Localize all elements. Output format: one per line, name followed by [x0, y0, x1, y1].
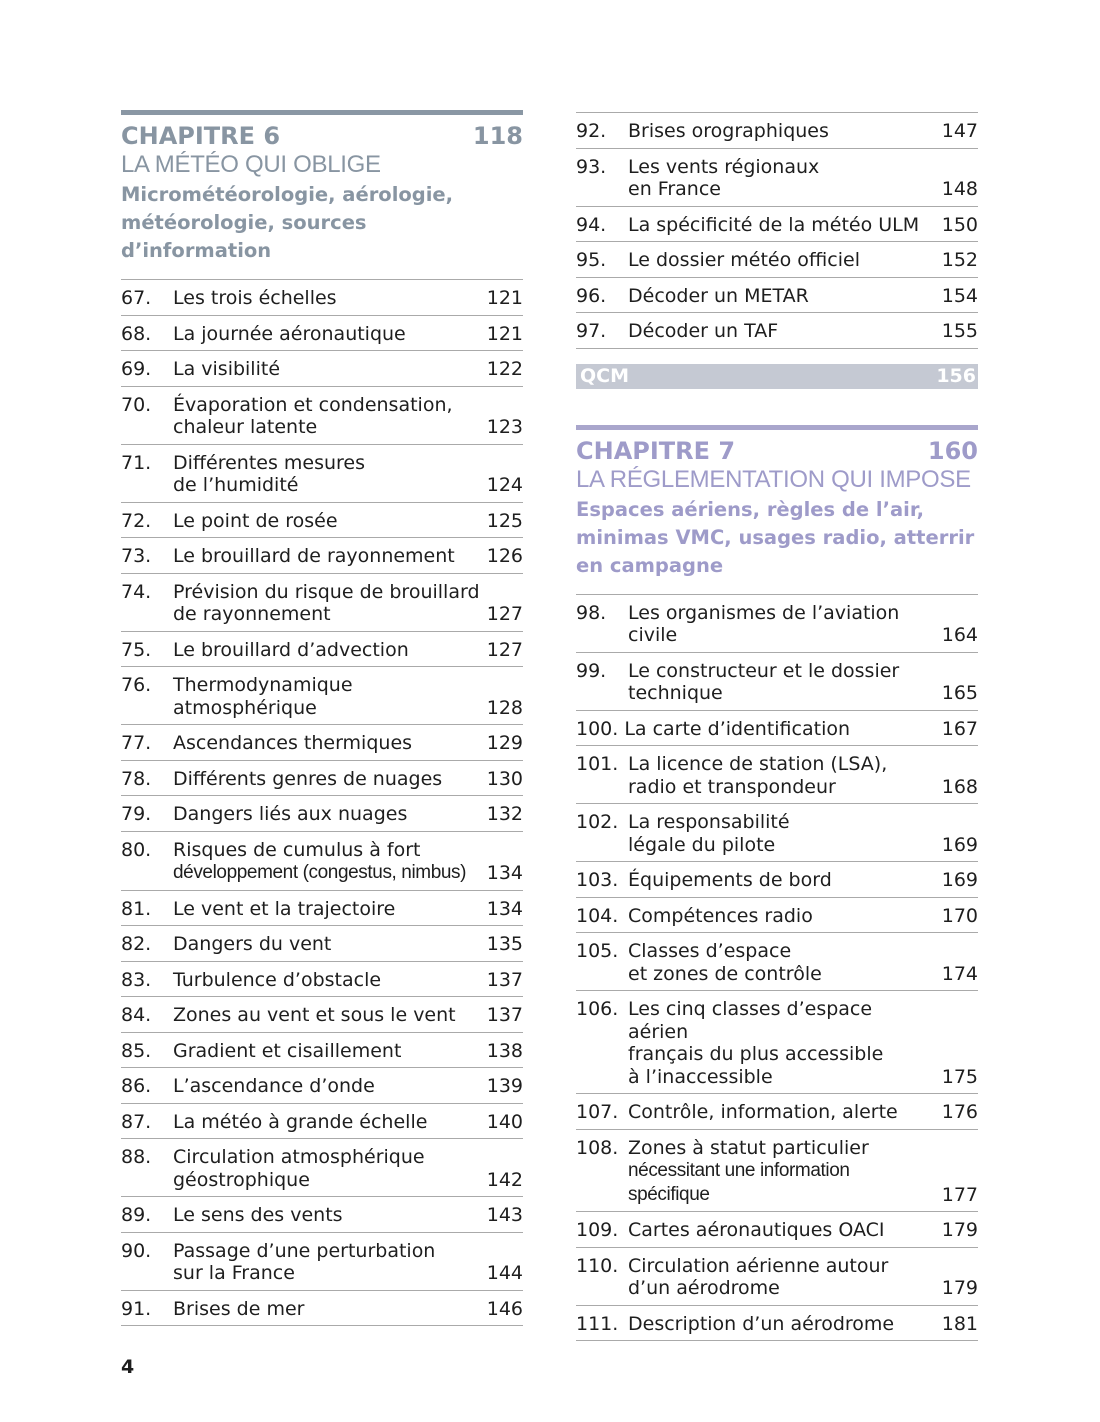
toc-entry[interactable]: [121, 1233, 523, 1291]
entry-title-text: Différents genres de nuages: [173, 767, 443, 790]
entry-page: 138: [486, 1039, 523, 1062]
entry-number: 98.: [576, 601, 607, 624]
entry-page: 128: [486, 696, 523, 719]
entry-title-text: La licence de station (LSA), radio et transpondeur: [628, 753, 888, 798]
toc-entry[interactable]: [121, 445, 523, 503]
toc-entry[interactable]: [121, 574, 523, 632]
entry-page: 181: [941, 1312, 978, 1335]
entry-title: [173, 510, 481, 533]
chapter-subtitle: Espaces aériens, règles de l’air, minimas VMC, usages radio, atterrir en campagne: [576, 497, 975, 577]
entry-page: 170: [941, 904, 978, 927]
entry-page: 148: [941, 178, 978, 200]
entry-title-text: Dangers liés aux nuages: [173, 803, 408, 825]
entry-page: 164: [941, 624, 978, 646]
toc-entry[interactable]: [576, 278, 978, 314]
entry-title-text: Zones à statut particulier: [628, 1136, 869, 1159]
entry-page: 134: [486, 897, 523, 920]
entry-number: 110.: [576, 1254, 619, 1277]
toc-entry[interactable]: [121, 1197, 523, 1233]
toc-entry[interactable]: [121, 538, 523, 574]
entry-page: 130: [486, 767, 523, 790]
toc-entry[interactable]: [121, 1291, 523, 1327]
entry-number: 99.: [576, 659, 607, 682]
entry-number: 77.: [121, 732, 152, 754]
entry-number: 106.: [576, 998, 619, 1020]
toc-entry[interactable]: [121, 1033, 523, 1069]
entry-title-text: Le brouillard d’advection: [173, 638, 409, 661]
entry-number: 111.: [576, 1312, 619, 1335]
entry-title: [628, 998, 936, 1088]
entry-title-text: Thermodynamique atmosphérique: [173, 674, 353, 719]
toc-entry[interactable]: [576, 862, 978, 898]
toc-entry[interactable]: [121, 796, 523, 832]
entry-number: 109.: [576, 1219, 619, 1241]
entry-title-text: Turbulence d’obstacle: [173, 968, 382, 991]
entry-number: 86.: [121, 1075, 152, 1097]
entry-title-text: Dangers du vent: [173, 933, 332, 955]
entry-title-text: La journée aéronautique: [173, 322, 406, 345]
entry-title: [173, 639, 481, 662]
chapter-page: 160: [927, 436, 978, 465]
entry-title: [173, 1298, 481, 1321]
chapter-label: CHAPITRE 7: [576, 436, 736, 465]
entry-page: 132: [486, 803, 523, 825]
entry-page: 135: [486, 933, 523, 955]
entry-title-text: Ascendances thermiques: [173, 732, 413, 754]
entry-title: [173, 1146, 481, 1191]
entry-number: 87.: [121, 1110, 152, 1133]
entry-title-text: Contrôle, information, alerte: [628, 1101, 898, 1123]
entry-number: 67.: [121, 287, 152, 309]
entry-title-text: Classes d’espace et zones de contrôle: [628, 940, 822, 985]
entry-title: [628, 1137, 936, 1207]
entry-page: 165: [941, 682, 978, 704]
toc-entry[interactable]: [576, 898, 978, 934]
toc-entry[interactable]: [576, 1248, 978, 1306]
entry-title: [173, 803, 481, 826]
entry-title-text: Circulation atmosphérique géostrophique: [173, 1146, 425, 1191]
entry-title-text: La spécificité de la météo ULM: [628, 213, 920, 236]
entry-number: 94.: [576, 213, 607, 236]
entry-number: 108.: [576, 1136, 619, 1159]
entry-number: 95.: [576, 249, 607, 271]
entry-page: 129: [486, 732, 523, 754]
entry-page: 139: [486, 1075, 523, 1097]
qcm-label: QCM: [580, 365, 630, 387]
entry-page: 167: [941, 717, 978, 740]
toc-entry[interactable]: [121, 926, 523, 962]
entry-number: 72.: [121, 509, 152, 532]
entry-title: [628, 320, 936, 343]
entry-page: 150: [941, 213, 978, 236]
toc-entries: [576, 112, 978, 349]
toc-entries: [576, 594, 978, 1342]
entry-title: [628, 249, 936, 272]
entry-title-text: Cartes aéronautiques OACI: [628, 1219, 885, 1241]
entry-title-text: Évaporation et condensation, chaleur latente: [173, 393, 453, 438]
entry-title: [173, 1040, 481, 1063]
toc-entry[interactable]: [121, 725, 523, 761]
entry-title-text: Le brouillard de rayonnement: [173, 545, 455, 567]
chapter-subtitle: Micrométéorologie, aérologie, météorologie, sources d’information: [121, 183, 454, 262]
entry-page: 122: [486, 358, 523, 380]
entry-title: [628, 602, 936, 647]
entry-title-text: Les cinq classes d’espace aérien français du plus accessible à l’inaccessible: [628, 998, 884, 1088]
entry-page: 146: [486, 1297, 523, 1320]
entry-title-text: Les organismes de l’aviation civile: [628, 601, 900, 646]
entry-page: 126: [486, 545, 523, 567]
entry-title: [628, 811, 936, 856]
entry-title: [173, 287, 481, 310]
entry-page: 137: [486, 968, 523, 991]
entry-title-text: Différentes mesures de l’humidité: [173, 451, 366, 496]
toc-entry[interactable]: [121, 997, 523, 1033]
toc-entry[interactable]: [576, 653, 978, 711]
qcm-bar[interactable]: [576, 364, 978, 389]
toc-entry[interactable]: [121, 351, 523, 387]
entry-page: 137: [486, 1004, 523, 1026]
entry-number: 88.: [121, 1146, 152, 1168]
entry-title-continuation: nécessitant une information spécifique: [628, 1160, 850, 1205]
entry-title: [628, 1219, 936, 1242]
toc-entry[interactable]: [576, 1094, 978, 1130]
entry-title-continuation: développement (congestus, nimbus): [173, 862, 467, 883]
entry-title-text: Le dossier météo officiel: [628, 249, 860, 271]
entry-number: 90.: [121, 1239, 152, 1262]
entry-title-text: La responsabilité légale du pilote: [628, 811, 790, 856]
chapter-6-header: [121, 110, 523, 265]
entry-number: 85.: [121, 1039, 152, 1062]
entry-title: [173, 323, 481, 346]
toc-entry[interactable]: [121, 1068, 523, 1104]
toc-entry[interactable]: [576, 991, 978, 1094]
entry-title: [628, 285, 936, 308]
entry-title-text: Le sens des vents: [173, 1204, 343, 1226]
toc-entry[interactable]: [121, 632, 523, 668]
entry-title-text: Les trois échelles: [173, 287, 337, 309]
entry-title: [628, 1255, 936, 1300]
entry-title: [173, 732, 481, 755]
entry-page: 121: [486, 287, 523, 309]
entry-title: [628, 940, 936, 985]
entry-title: [628, 1313, 936, 1336]
toc-entry[interactable]: [121, 962, 523, 998]
entry-page: 134: [486, 862, 523, 884]
toc-entry[interactable]: [121, 503, 523, 539]
entry-title: [173, 545, 481, 568]
entry-title-text: La météo à grande échelle: [173, 1110, 428, 1133]
entry-title-text: Le point de rosée: [173, 509, 338, 532]
entry-page: 177: [941, 1183, 978, 1206]
entry-title: [173, 1004, 481, 1027]
toc-entry[interactable]: [121, 387, 523, 445]
entry-page: 179: [941, 1219, 978, 1241]
entry-number: 78.: [121, 767, 152, 790]
entry-number: 68.: [121, 322, 152, 345]
entry-title-text: La carte d’identification: [624, 717, 851, 740]
entry-number: 69.: [121, 358, 152, 380]
entry-title: [628, 660, 936, 705]
toc-entry[interactable]: [121, 667, 523, 725]
entry-number: 83.: [121, 968, 152, 991]
entry-number: 70.: [121, 393, 152, 416]
entry-title-text: Les vents régionaux en France: [628, 155, 820, 200]
entry-page: 169: [941, 869, 978, 891]
entry-title: [173, 969, 481, 992]
entry-page: 121: [486, 322, 523, 345]
entry-number: 101.: [576, 753, 619, 775]
entry-title: [173, 452, 481, 497]
entry-number: 71.: [121, 451, 152, 474]
entry-title-text: Brises orographiques: [628, 120, 829, 142]
entry-title: [173, 1240, 481, 1285]
entry-title-text: Passage d’une perturbation sur la France: [173, 1239, 436, 1284]
entry-title: [628, 120, 936, 143]
entry-title: [173, 839, 481, 885]
toc-left-column: [121, 110, 523, 1326]
entry-title: [173, 674, 481, 719]
entry-title-text: Le vent et la trajectoire: [173, 897, 396, 920]
entry-page: 169: [941, 833, 978, 856]
toc-entry[interactable]: [121, 280, 523, 316]
toc-entry[interactable]: [576, 149, 978, 207]
entry-number: 84.: [121, 1004, 152, 1026]
entry-page: 125: [486, 509, 523, 532]
entry-page: 175: [941, 1065, 978, 1088]
entry-number: 92.: [576, 120, 607, 142]
entry-title-text: Gradient et cisaillement: [173, 1039, 402, 1062]
entry-title-text: Risques de cumulus à fort: [173, 838, 421, 861]
entry-title-text: Prévision du risque de brouillard de rayonnement: [173, 580, 480, 625]
entry-number: 73.: [121, 545, 152, 567]
entry-number: 80.: [121, 838, 152, 861]
toc-entry[interactable]: [576, 595, 978, 653]
toc-entry[interactable]: [121, 761, 523, 797]
entry-number: 103.: [576, 869, 619, 891]
entry-title-text: Circulation aérienne autour d’un aérodrome: [628, 1254, 889, 1299]
toc-entry[interactable]: [576, 933, 978, 991]
toc-entry[interactable]: [121, 891, 523, 927]
entry-page: 174: [941, 962, 978, 985]
entry-number: 89.: [121, 1204, 152, 1226]
page-number: 4: [121, 1356, 135, 1378]
entry-title: [628, 1101, 936, 1124]
entry-title: [173, 1204, 481, 1227]
toc-entry[interactable]: [576, 242, 978, 278]
entry-page: 147: [941, 120, 978, 142]
chapter-7-header: [576, 425, 978, 580]
toc-entry[interactable]: [576, 207, 978, 243]
entry-title: [628, 156, 936, 201]
entry-title: [628, 753, 936, 798]
entry-title: [173, 394, 481, 439]
entry-number: 81.: [121, 897, 152, 920]
entry-number: 82.: [121, 933, 152, 955]
toc-entry[interactable]: [576, 746, 978, 804]
entry-page: 124: [486, 474, 523, 496]
entry-number: 75.: [121, 638, 152, 661]
toc-entry[interactable]: [576, 313, 978, 349]
entry-page: 155: [941, 320, 978, 342]
entry-title: [173, 358, 481, 381]
entry-page: 140: [486, 1110, 523, 1133]
entry-page: 154: [941, 284, 978, 307]
entry-title-text: L’ascendance d’onde: [173, 1075, 375, 1097]
entry-number: 97.: [576, 320, 607, 342]
entry-title-text: Brises de mer: [173, 1297, 305, 1320]
entry-title: [624, 718, 935, 741]
entry-title: [173, 768, 481, 791]
entry-page: 127: [486, 638, 523, 661]
entry-page: 143: [486, 1204, 523, 1226]
toc-entry[interactable]: [576, 711, 978, 747]
entry-number: 102.: [576, 811, 619, 833]
entry-number: 104.: [576, 904, 619, 927]
toc-entry[interactable]: [576, 113, 978, 149]
entry-page: 127: [486, 603, 523, 625]
entry-title-text: Équipements de bord: [628, 869, 832, 891]
entry-page: 123: [486, 416, 523, 438]
entry-title: [628, 869, 936, 892]
entry-title-text: Zones au vent et sous le vent: [173, 1004, 456, 1026]
entry-title: [173, 1075, 481, 1098]
entry-number: 74.: [121, 580, 152, 603]
entry-number: 79.: [121, 803, 152, 825]
entry-page: 144: [486, 1262, 523, 1284]
entry-title: [173, 581, 481, 626]
toc-entry[interactable]: [121, 1139, 523, 1197]
toc-entry[interactable]: [121, 1104, 523, 1140]
toc-entry[interactable]: [121, 832, 523, 891]
entry-title: [628, 214, 936, 237]
toc-entry[interactable]: [576, 1130, 978, 1213]
entry-page: 176: [941, 1101, 978, 1123]
toc-entry[interactable]: [576, 804, 978, 862]
entry-page: 152: [941, 249, 978, 271]
entry-number: 91.: [121, 1297, 152, 1320]
entry-title-text: Décoder un TAF: [628, 320, 779, 342]
entry-title: [628, 905, 936, 928]
toc-entry[interactable]: [576, 1306, 978, 1342]
entry-number: 105.: [576, 940, 619, 962]
chapter-title: LA RÉGLEMENTATION QUI IMPOSE: [576, 465, 971, 493]
entry-page: 179: [941, 1277, 978, 1299]
entry-title-text: La visibilité: [173, 358, 281, 380]
entry-title: [173, 898, 481, 921]
chapter-label: CHAPITRE 6: [121, 122, 281, 150]
entry-number: 93.: [576, 155, 607, 178]
entry-number: 76.: [121, 674, 152, 696]
toc-entry[interactable]: [121, 316, 523, 352]
entry-number: 100.: [576, 717, 619, 740]
chapter-title: LA MÉTÉO QUI OBLIGE: [121, 151, 381, 178]
toc-right-column: [576, 112, 978, 1341]
chapter-page: 118: [472, 122, 523, 150]
entry-page: 168: [941, 775, 978, 798]
entry-page: 142: [486, 1168, 523, 1191]
entry-title-text: Le constructeur et le dossier technique: [628, 659, 900, 704]
entry-title: [173, 1111, 481, 1134]
entry-title-text: Décoder un METAR: [628, 284, 809, 307]
entry-number: 107.: [576, 1101, 619, 1123]
entry-title-text: Description d’un aérodrome: [628, 1312, 895, 1335]
toc-entries: [121, 279, 523, 1326]
entry-title: [173, 933, 481, 956]
entry-number: 96.: [576, 284, 607, 307]
entry-title-text: Compétences radio: [628, 904, 813, 927]
toc-entry[interactable]: [576, 1212, 978, 1248]
qcm-page: 156: [936, 365, 976, 387]
